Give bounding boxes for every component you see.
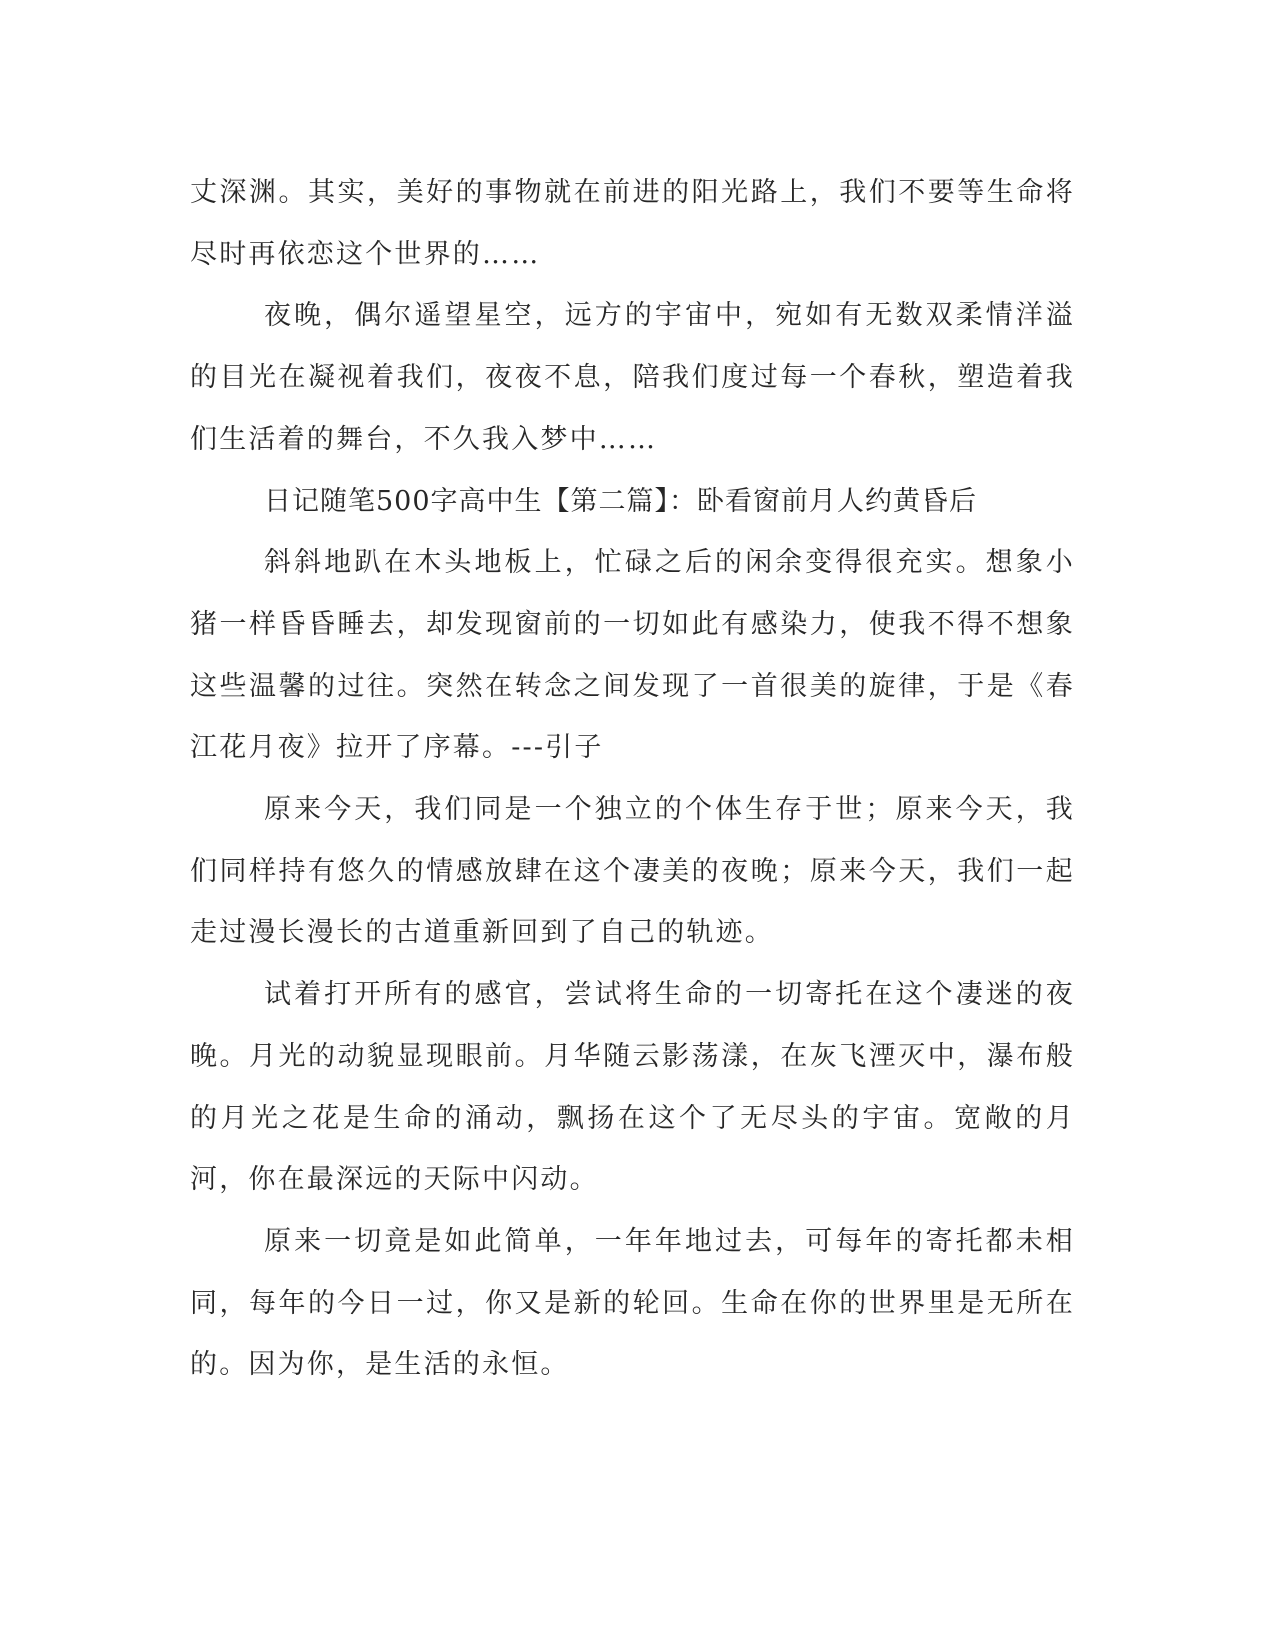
paragraph-6: 试着打开所有的感官，尝试将生命的一切寄托在这个凄迷的夜晚。月光的动貌显现眼前。月华随云影荡漾，在灰飞湮灭中，瀑布般的月光之花是生命的涌动，飘扬在这个了无尽头的宇宙。宽敞的月河，你在最深远的天际中闪动。: [190, 979, 1075, 1196]
article-body: [190, 162, 1075, 1396]
section-heading: 日记随笔500字高中生【第二篇】：卧看窗前月人约黄昏后: [264, 485, 978, 517]
paragraph-4: 斜斜地趴在木头地板上，忙碌之后的闲余变得很充实。想象小猪一样昏昏睡去，却发现窗前的一切如此有感染力，使我不得不想象这些温馨的过往。突然在转念之间发现了一首很美的旋律，于是《春江花月夜》拉开了序幕。---引子: [190, 547, 1075, 764]
paragraph-1: 丈深渊。其实，美好的事物就在前进的阳光路上，我们不要等生命将尽时再依恋这个世界的……: [190, 177, 1075, 270]
paragraph-7: 原来一切竟是如此简单，一年年地过去，可每年的寄托都未相同，每年的今日一过，你又是新的轮回。生命在你的世界里是无所在的。因为你，是生活的永恒。: [190, 1225, 1075, 1381]
paragraph-2: 夜晚，偶尔遥望星空，远方的宇宙中，宛如有无数双柔情洋溢的目光在凝视着我们，夜夜不息，陪我们度过每一个春秋，塑造着我们生活着的舞台，不久我入梦中……: [190, 300, 1075, 455]
paragraph-5: 原来今天，我们同是一个独立的个体生存于世；原来今天，我们同样持有悠久的情感放肆在这个凄美的夜晚；原来今天，我们一起走过漫长漫长的古道重新回到了自己的轨迹。: [190, 794, 1075, 949]
